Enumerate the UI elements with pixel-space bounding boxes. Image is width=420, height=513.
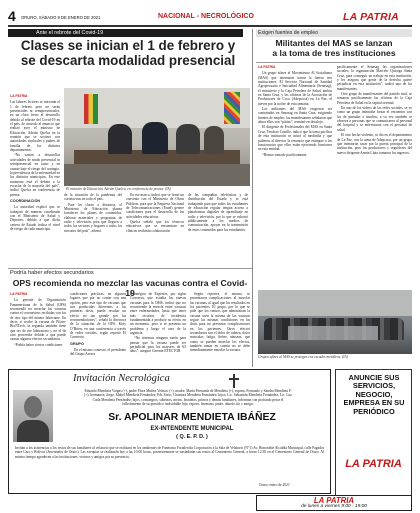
section-name: NACIONAL - NECROLÓGICO (158, 13, 254, 20)
obituary-names: Eduardo Mendieta Vargas (+), padre Flora Muñoz Velasco (+), madre. María Fernanda de Mendieta (+), esposa; Fernando y Sandra Mendieta F. (+), hermanos; Jorge, Mabel Mendieta Fernández; Pdt. Sixto, Chamora Mendieta Fernández, hijos; Lic. Sebastián Mendieta Fernández, Lic. Luz Carla Mendieta Fernández; hijos, consuegros, sobrinos, nietos, bisnietos, primos y demás familiares, informan con profundo pesar el fallecimiento de su querido e inolvidable hijo, esposo, hermano, padre, abuelo, tío y amigo: (84, 389, 292, 407)
obituary-role: EX-INTENDENTE MUNICIPAL (150, 426, 234, 432)
ops-tag: LA PATRIA (10, 292, 28, 296)
portrait-body (17, 420, 49, 442)
ad-brand: LA PATRIA (345, 458, 402, 470)
photo-person (108, 124, 132, 154)
side-col2 (337, 65, 412, 285)
bottom-bar-brand: LA PATRIA (313, 496, 355, 505)
main-col1 (10, 94, 60, 232)
header-rule (8, 25, 412, 27)
photo-flag (224, 92, 240, 124)
ad-text: ANUNCIE SUS SERVICIOS, NEGOCIO, EMPRESA EN SU PERIÓDICO (343, 373, 405, 416)
side-headline-line2: a la toma de tres instituciones (272, 48, 396, 58)
main-col4 (188, 193, 248, 233)
paragraph: “Podría haber ciertos condiciones (14, 342, 63, 347)
paragraph: En ese marco, indicó que se firmó un convenio con el Ministerio de Obras Públicas, para que la Empresa Nacional de Telecomunicaciones (Entel) genere condiciones para el desarrollo de las actividades educativas. (126, 193, 184, 219)
side-headline-line1: Militantes del MAS se lanzan (275, 38, 393, 48)
ops-col2 (70, 292, 126, 367)
photo-person (176, 124, 200, 154)
obituary-details: Invitan a los asistencias a los restos de sus familiares al velatorio que se realizará en los ambientes de Funeraria Fortalecida Corporación a la Sala de Velatorio (N°1) Av. Honorable Alcaldía Municipal, calle Pagador entre Caro y Bolívar (Juventudes de Oruro). Las exequias se realizarán hoy a las 10:00 horas, posteriormente se trasladarán sus restos al Cementerio General, a horas 12:30 en el Cementerio General de Oruro. Al mismo tiempo agradecen a las instituciones, vecinos y amigos por su presencia. (15, 446, 324, 459)
side-col1 (258, 65, 332, 285)
obituary-title: Invitación Necrológica (73, 373, 170, 384)
paragraph: Un grupo afines al Movimiento Al Socialismo (MAS) que intentaron tomar la fuerza tres instituciones: El Servicio Nacional de Sanidad Agropecuaria e Inocuidad Alimentaria (Senasag), el ministerio y la Caja Petrolera de Salud, ambas en Santa Cruz, y las oficinas de la Asociación de Productores de Coca (Adepcoca) en La Paz, el jueves por la noche de esta semana. (258, 71, 332, 106)
page-number: 4 (8, 8, 16, 24)
paragraph: pacíficamente el Senasag las organizaciones sociales, la organización Marcelo Quiroga Santa Cruz, para conseguir un trabajo en esta institución, y les asegura que gente de la derecha quiere perjudicar en esta institución”, indicó uno de los manifestantes. (337, 65, 412, 91)
page-header (8, 10, 412, 24)
cross-icon (227, 374, 241, 388)
paragraph: En uno de los videos de las redes sociales, se ve como un grupo intentaba forzar el encuentro con los de pintadas a insultos, a su vez también se observa a personas que se comunicaron al personal del hospital y se enfrentaron con el personal de salud. (337, 106, 412, 132)
obituary-box (8, 369, 331, 494)
header-date: ORURO, SÁBADO 8 DE ENERO DE 2021 (21, 15, 101, 20)
obituary-rip: ( Q. E. P. D. ) (176, 434, 208, 440)
main-col3 (126, 193, 184, 234)
paragraph: Para los clases a distancia, el Ministerio de Educación planea fortalecer los planes de contenidos, elaborar materiales y programas de radio y televisión, para que lleguen a todos los sectores y hogares a todos los rincones del país”, afirmó. (64, 202, 122, 233)
ops-col4 (190, 292, 250, 367)
paragraph: condiciones prácticas, en algunos lugares que por no contar con una opción, pero este tipo de vacunas que son producidas diferentes a las primeras dosis, puede resultar un efecto no tan grande por las recomendaciones”, señaló la directora de la situación de la OPS, Kitty O’Brien, en una conferencia a través de redes sociales, según reportó El Comercio. (70, 292, 126, 340)
ops-col1 (10, 292, 66, 367)
photo-building (258, 290, 412, 316)
paragraph: “Hemos tomado pacíficamente (262, 152, 307, 157)
paragraph: En el mismo contexto, el presidente del Grupo Asesor (70, 348, 126, 357)
photo-shields (288, 326, 378, 340)
paper-logo: LA PATRIA (343, 11, 399, 23)
subhead: COORDINACIÓN (10, 198, 41, 203)
main-photo (64, 88, 250, 186)
obituary-place-date: Oruro, enero de 2021 (259, 483, 290, 487)
photo-person (142, 122, 168, 154)
paragraph: Las labores lectivas se iniciarán el 1 de febrero pero no serán presenciales ni semipresenciales, en un claro freno al desarrollo debido al rebrote del Covid-19 en el país, de acuerdo al anuncio que realizó ayer el ministro de Educación, Adrián Quelca en la reunión que se sostuvo con autoridades sindicales y padres de familia de los distintos departamentos. (10, 100, 60, 153)
paragraph: La gerente de Organización Panamericana de la Salud (OPS) recomendó no mezclar las vacunas contra el coronavirus recibidas con los de otro tipo del mismo fabricante. En decir, si recibe la vacuna de Pfizer-BioNTech, la segunda también tiene que ser de ese laboratorio y no el de otro proveedor debido a que puede causar algunos efectos secundarios. (10, 298, 66, 342)
paragraph: La autoridad explicó que se trabajará de manera coordinada con el Ministerio de Salud y Deportes, debido a que dicha cartera de Estado indica el nivel de riesgo de cada municipio. (10, 205, 60, 231)
main-headline-line2: se descarta modalidad presencial (20, 53, 236, 68)
paragraph: Según reportes, el mismo, se presentaron complicaciones al mezclar las vacunas, al igual que los resultados en los pacientes. El grupo, por lo que se pide que los centros que administran la vacuna usen la misma de las vacunas seguir las mismas condiciones en las dosis para no presentar complicaciones en los pacientes. Otros efectos secundarios son el dolor de cabeza, dolor muscular, fatiga, fiebre, náuseas, que como se pueden mezclar los efectos, también tomar en cuenta no se debe inmediatamente mezclar la vacuna. (190, 292, 250, 353)
portrait-head (24, 396, 42, 418)
paragraph: El dirigente de Profesionales del MAS en Santa Cruz, Teodoro Castillo, indicó que la toma pacífica de esta institución se inició al mediodía y que pidieron al director la renuncia que entregue a los funcionarios que ellos están ejerciendo funciones en esta entidad. (258, 125, 332, 152)
paragraph: Los militantes del MAS exigieron ser contratados en Senasag en Santa Cruz, exigiendo fuentes de empleo, las manifestantes señalaron que ahora ellos son “pititas”, terminó en desalojo. (258, 107, 332, 125)
ops-top-rule (8, 268, 252, 269)
ad-box (335, 369, 412, 505)
obituary-name: Sr. APOLINAR MENDIETA IBÁÑEZ (108, 412, 276, 423)
paragraph: Otro grupo de manifestantes del partido azul, se tomaron pacíficamente las oficinas de la Caja Petrolera de Salud en la capital oriental. (337, 92, 412, 105)
paragraph: de las compañías telefónicas y de distribución del Estado y se está trabajando para que todos los estudiantes de educación regular tengan acceso a plataformas digitales de aprendizaje en radio y televisión, por lo que se exhortó públicamente a los medios de comunicación, apoyar en la transmisión de estos contenidos para los estudiantes. (188, 193, 248, 232)
bottom-bar (256, 495, 412, 511)
photo-flag (84, 94, 98, 124)
ops-kicker: Podría haber efectos secundarios (10, 270, 94, 276)
main-headline-line1: Clases se inician el 1 de febrero y (20, 38, 236, 53)
paragraph: de la situación de la pandemia del coronavirus en todo el país. (64, 193, 122, 202)
main-photo-caption: El ministro de Educación, Adrián Quelca, en conferencia de prensa. (IA) (66, 187, 171, 191)
paragraph: “No vamos a desarrollar actividades de modo presencial ni semipresencial en tanto y en cuanto baje el riesgo del contagio, la prevalencia de la enfermedad en los distintos municipios. En este momento está el debate a la escucha de la mayoría del país”, indicó Quelca en conferencia de prensa. (10, 153, 60, 197)
paragraph: “No tenemos ninguna razón para pensar que la vacuna puede ser perjudicial para los mayores de 65 años”, aseguró Gerente ETECTOR (130, 336, 186, 354)
paragraph: El otro hecho violento, se dio en el departamento de La Paz, con la toma de Adepcoca, por un grupo que intentaron sacar por la puerta principal de la institución, pero los productores y seguidores del nuevo dirigente Armin Lluta tomaron los ingresos. (337, 133, 412, 155)
side-headline (256, 38, 412, 58)
main-kicker: Ante el rebrote del Covid-19 (36, 30, 104, 36)
ops-col3 (130, 292, 186, 367)
main-tag: LA PATRIA (10, 94, 28, 98)
side-photo-caption: Grupos afines al MAS se protegen con escudos metálicos. (IA) (258, 355, 348, 359)
side-photo (258, 290, 412, 354)
paragraph: Estratégico de Expertos, por siglas Conversa, que estudia las nuevas vacunas para la OMS, indicó que no recomienda la mezcla entre vacunas entre enfermedades, hasta que tener más recursos de incidencia fundamentada a producir su efecto en un momento, pero si se presenta un problema y luego el caso de la urgencia. (130, 292, 186, 336)
side-kicker: Exigen fuentes de empleo (258, 30, 318, 36)
main-col2 (64, 193, 122, 234)
photo-floor (64, 164, 250, 186)
paragraph: Quelca señaló que los técnicos educativos que se encuentran en clínicas recibirán colaboración (126, 220, 184, 233)
bottom-bar-hours: de lunes a viernes 9:00 - 19:00 (301, 504, 367, 509)
side-tag: LA PATRIA (258, 65, 276, 69)
column-divider (252, 29, 253, 367)
subhead: GRUPO (70, 341, 84, 346)
photo-person (204, 126, 224, 154)
obituary-portrait (13, 390, 53, 442)
side-rule (256, 62, 412, 63)
ops-headline: OPS recomienda no mezclar las vacunas contra el Covid-19 (12, 278, 248, 298)
main-headline (8, 38, 248, 68)
